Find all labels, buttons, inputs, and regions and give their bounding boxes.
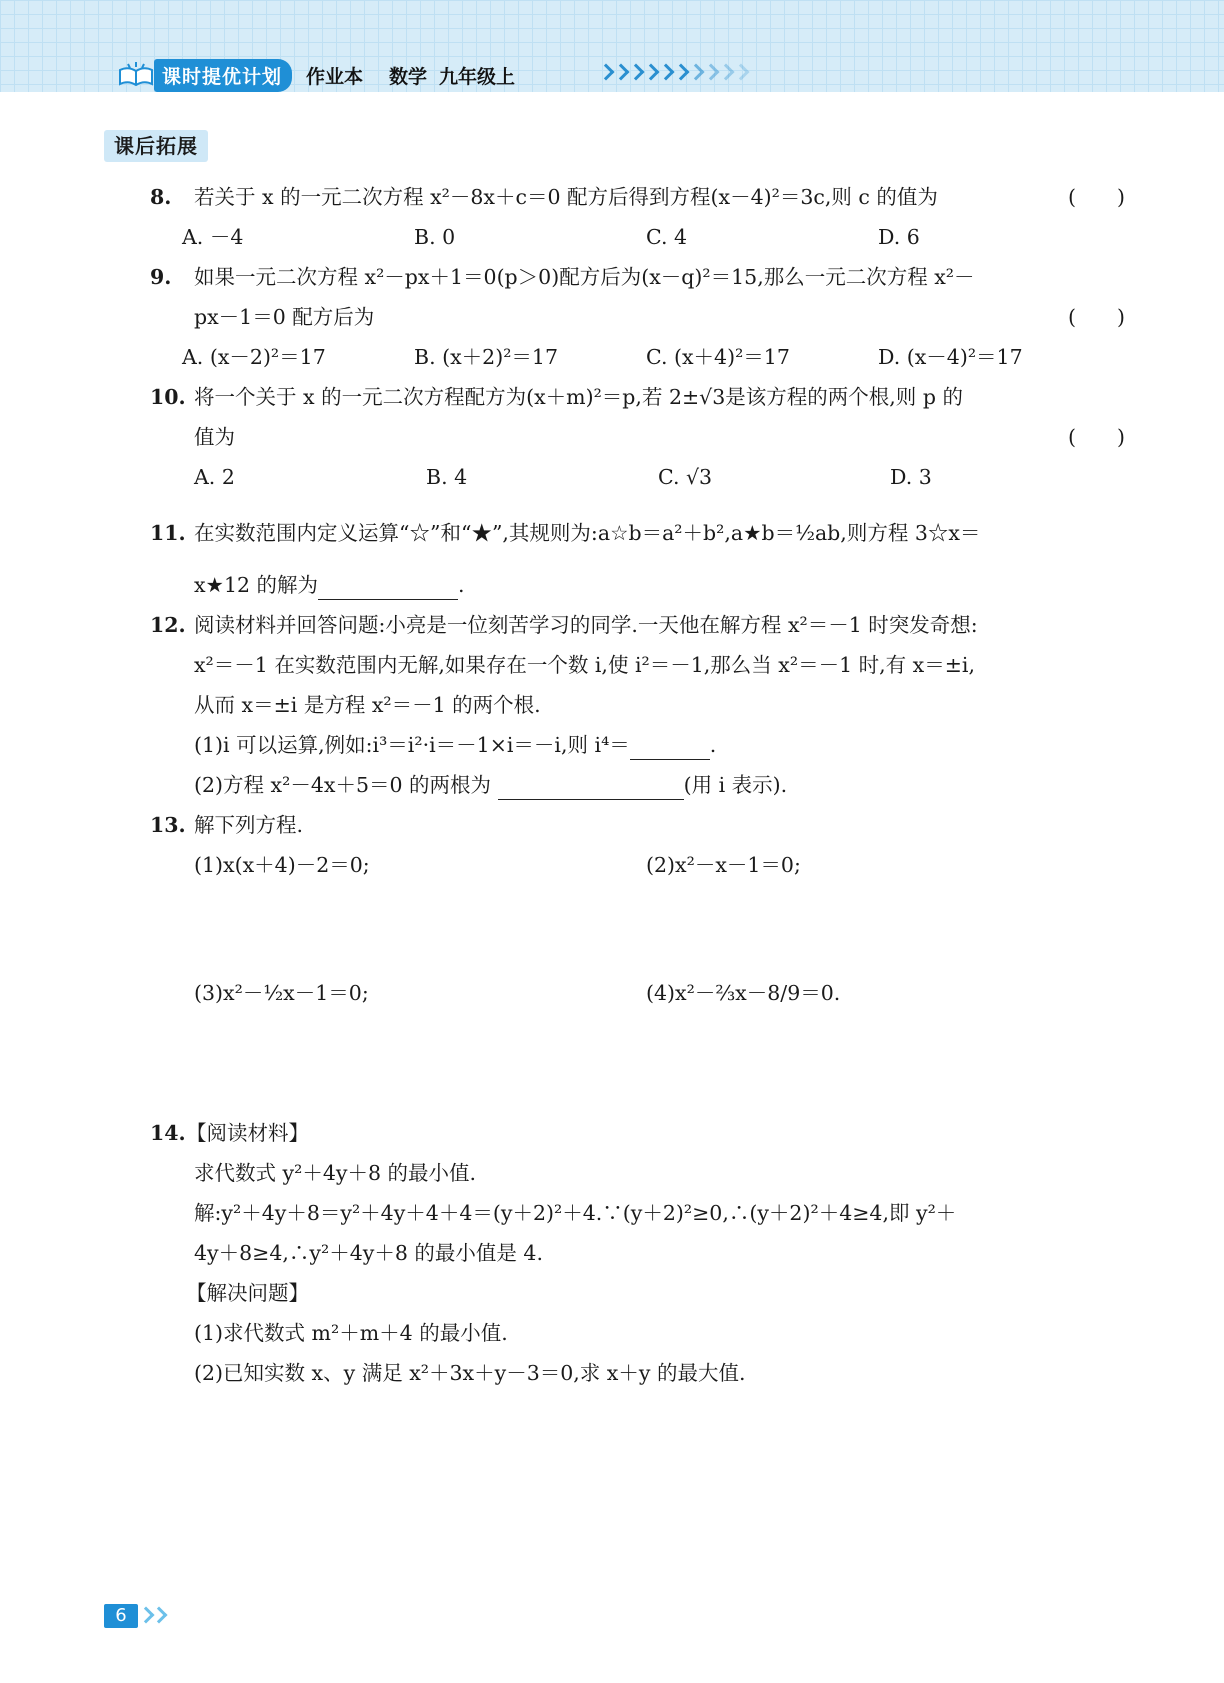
punct: .	[709, 733, 717, 757]
question-number: 8.	[150, 185, 172, 209]
question-number: 9.	[150, 265, 172, 289]
brand	[118, 60, 515, 90]
question-9	[150, 262, 1125, 372]
reading-line: x²＝－1 在实数范围内无解,如果存在一个数 i,使 i²＝－1,那么当 x²＝－1 时,有 x＝±i,	[194, 653, 975, 677]
question-14	[150, 1118, 1125, 1388]
reading-line: 4y＋8≥4,∴y²＋4y＋8 的最小值是 4.	[194, 1241, 543, 1265]
open-book-icon	[118, 62, 154, 88]
option-b: B. 4	[426, 465, 468, 489]
answer-paren: ( )	[1068, 425, 1125, 449]
equation-3: (3)x²－½x－1＝0;	[194, 981, 369, 1005]
option-d: D. (x－4)²＝17	[878, 345, 1023, 369]
page-number: 6	[104, 1604, 138, 1628]
option-d: D. 3	[890, 465, 932, 489]
option-c: C. 4	[646, 225, 688, 249]
question-8	[150, 182, 1125, 252]
question-stem: 在实数范围内定义运算“☆”和“★”,其规则为:a☆b＝a²＋b²,a★b＝½ab,则方程 3☆x＝	[194, 521, 981, 545]
punct: .	[458, 573, 465, 597]
question-number: 10.	[150, 385, 186, 409]
sub-question-1: (1)i 可以运算,例如:i³＝i²·i＝－1×i＝－i,则 i⁴＝	[194, 733, 630, 757]
question-stem-cont: x★12 的解为	[194, 573, 319, 597]
equation-2: (2)x²－x－1＝0;	[646, 853, 801, 877]
reading-line: 求代数式 y²＋4y＋8 的最小值.	[194, 1161, 477, 1185]
reading-title: 【阅读材料】	[186, 1121, 309, 1145]
option-c: C. √3	[658, 465, 713, 489]
answer-blank[interactable]	[318, 577, 458, 600]
reading-line: 阅读材料并回答问题:小亮是一位刻苦学习的同学.一天他在解方程 x²＝－1 时突发奇想:	[194, 613, 978, 637]
question-number: 12.	[150, 613, 186, 637]
question-stem-cont: 值为	[194, 425, 235, 449]
answer-blank[interactable]	[498, 777, 684, 800]
option-a: A. －4	[182, 225, 244, 249]
question-stem: 若关于 x 的一元二次方程 x²－8x＋c＝0 配方后得到方程(x－4)²＝3c,则 c 的值为	[194, 185, 938, 209]
question-11	[150, 518, 1125, 600]
exercise-content	[150, 182, 1125, 1388]
problem-title: 【解决问题】	[186, 1281, 309, 1305]
page-header	[0, 0, 1224, 92]
sub-question-2: (2)方程 x²－4x＋5＝0 的两根为	[194, 773, 492, 797]
option-c: C. (x＋4)²＝17	[646, 345, 790, 369]
section-tag: 课后拓展	[104, 130, 208, 162]
question-13	[150, 810, 1125, 1008]
equation-1: (1)x(x＋4)－2＝0;	[194, 853, 370, 877]
question-stem-cont: px－1＝0 配方后为	[194, 305, 375, 329]
option-a: A. 2	[194, 465, 235, 489]
question-stem: 解下列方程.	[194, 813, 304, 837]
book-type: 作业本	[306, 65, 364, 88]
question-10	[150, 382, 1125, 492]
sub-question-2: (2)已知实数 x、y 满足 x²＋3x＋y－3＝0,求 x＋y 的最大值.	[194, 1361, 746, 1385]
grade: 九年级上	[439, 65, 516, 88]
page-chevron-icon	[140, 1609, 166, 1621]
sub-question-1: (1)求代数式 m²＋m＋4 的最小值.	[194, 1321, 508, 1345]
subject: 数学	[389, 65, 428, 88]
reading-line: 从而 x＝±i 是方程 x²＝－1 的两个根.	[194, 693, 541, 717]
question-12	[150, 610, 1125, 800]
question-number: 14.	[150, 1121, 186, 1145]
question-number: 13.	[150, 813, 186, 837]
option-a: A. (x－2)²＝17	[182, 345, 326, 369]
reading-line: 解:y²＋4y＋8＝y²＋4y＋4＋4＝(y＋2)²＋4.∵(y＋2)²≥0,∴(y＋2)²＋4≥4,即 y²＋	[194, 1201, 957, 1225]
equation-4: (4)x²－⅔x－8/9＝0.	[646, 981, 841, 1005]
option-b: B. (x＋2)²＝17	[414, 345, 559, 369]
answer-paren: ( )	[1068, 305, 1125, 329]
brand-name: 课时提优计划	[154, 59, 292, 92]
question-stem: 如果一元二次方程 x²－px＋1＝0(p＞0)配方后为(x－q)²＝15,那么一元二次方程 x²－	[194, 265, 975, 289]
option-d: D. 6	[878, 225, 920, 249]
answer-blank[interactable]	[630, 737, 710, 760]
answer-paren: ( )	[1068, 185, 1125, 209]
question-stem: 将一个关于 x 的一元二次方程配方为(x＋m)²＝p,若 2±√3是该方程的两个根,则 p 的	[194, 385, 963, 409]
chevron-decoration-icon	[600, 66, 750, 78]
question-number: 11.	[150, 521, 186, 545]
option-b: B. 0	[414, 225, 456, 249]
hint: (用 i 表示).	[683, 773, 788, 797]
